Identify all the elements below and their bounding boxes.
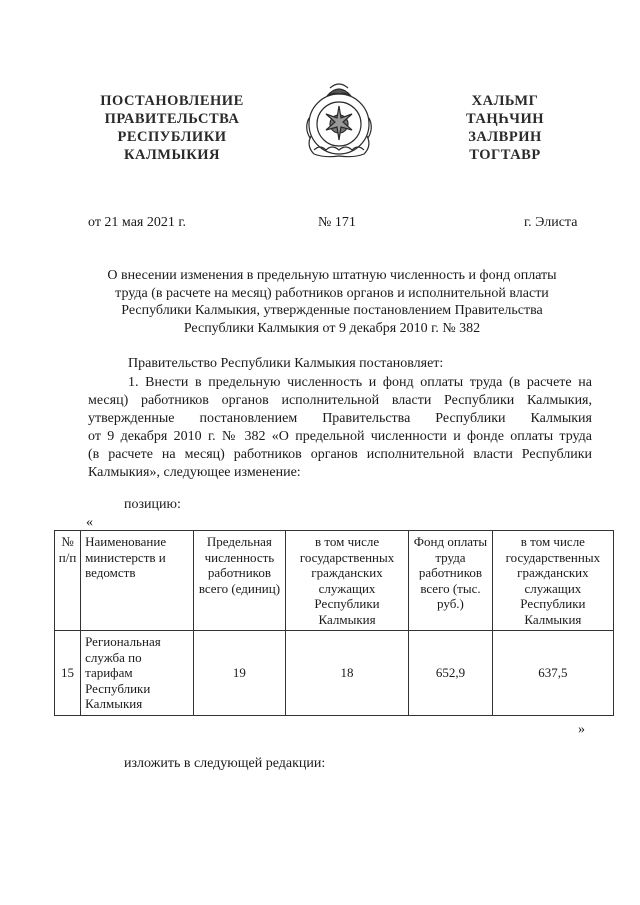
- header-line: ТАҢҺЧИН: [465, 111, 545, 127]
- header-right-kalmyk: [450, 92, 560, 164]
- quote-open: «: [86, 515, 93, 530]
- paragraph-line: 1. Внести в предельную численность и фонд оплаты труда (в расчете на: [128, 375, 592, 390]
- decree-lead: Правительство Республики Калмыкия постановляет:: [128, 356, 444, 371]
- header-civil-fund: в том числе государственных гражданских служащих Республики Калмыкия: [492, 531, 613, 631]
- header-line: ЗАЛВРИН: [468, 129, 542, 145]
- header-total-fund: Фонд оплаты труда работников всего (тыс. руб.): [409, 531, 493, 631]
- table-row: [55, 631, 614, 716]
- row-ministry-name: [81, 631, 194, 716]
- staffing-table: [54, 530, 614, 716]
- header-line: КАЛМЫКИЯ: [124, 147, 220, 163]
- paragraph-line: от 9 декабря 2010 г. № 382 «О предельной численности и фонде оплаты труда: [88, 429, 592, 444]
- row-civil-staff: 18: [285, 631, 408, 716]
- title-line: труда (в расчете на месяц) работников органов и исполнительной власти: [115, 285, 549, 301]
- document-date: от 21 мая 2021 г.: [88, 215, 187, 230]
- row-total-staff: 19: [193, 631, 285, 716]
- edit-instruction: изложить в следующей редакции:: [124, 756, 326, 771]
- name-line: Республики: [85, 680, 151, 696]
- document-title: [82, 267, 582, 337]
- header-index: № п/п: [55, 531, 81, 631]
- header-line: ХАЛЬМГ: [471, 93, 539, 109]
- header-left-russian: [92, 92, 252, 164]
- header-line: РЕСПУБЛИКИ: [117, 129, 227, 145]
- row-index: 15: [55, 631, 81, 716]
- coat-of-arms-icon: [300, 80, 378, 160]
- paragraph-line: утвержденные постановлением Правительства Республики Калмыкия: [88, 411, 592, 426]
- title-line: О внесении изменения в предельную штатную численность и фонд оплаты: [107, 268, 557, 283]
- name-line: Региональная: [85, 634, 161, 649]
- header-ministry: Наименование министерств и ведомств: [81, 531, 194, 631]
- title-line: Республики Калмыкия, утвержденные постановлением Правительства: [121, 303, 543, 318]
- header-line: ПОСТАНОВЛЕНИЕ: [100, 93, 244, 109]
- header-civil-staff: в том числе государственных гражданских служащих Республики Калмыкия: [285, 531, 408, 631]
- name-line: служба по: [85, 649, 142, 665]
- header-total-staff: Предельная численность работников всего (единиц): [193, 531, 285, 631]
- document-number: № 171: [318, 215, 356, 230]
- paragraph-line: (в расчете на месяц) работников органов исполнительной власти Республики: [88, 447, 592, 462]
- header-line: ТОГТАВР: [469, 147, 541, 163]
- header-line: ПРАВИТЕЛЬСТВА: [104, 111, 240, 127]
- decree-paragraph-1: [88, 374, 592, 482]
- paragraph-line: месяц) работников органов исполнительной власти Республики Калмыкия,: [88, 393, 592, 408]
- table-header-row: [55, 531, 614, 631]
- position-label: позицию:: [124, 497, 181, 512]
- name-line: тарифам: [85, 665, 133, 680]
- name-line: Калмыкия: [85, 696, 143, 711]
- row-civil-fund: 637,5: [492, 631, 613, 716]
- title-line: Республики Калмыкия от 9 декабря 2010 г. № 382: [183, 320, 481, 336]
- document-city: г. Элиста: [524, 215, 578, 230]
- quote-close: »: [578, 722, 585, 737]
- row-total-fund: 652,9: [409, 631, 493, 716]
- paragraph-line: Калмыкия», следующее изменение:: [88, 465, 301, 480]
